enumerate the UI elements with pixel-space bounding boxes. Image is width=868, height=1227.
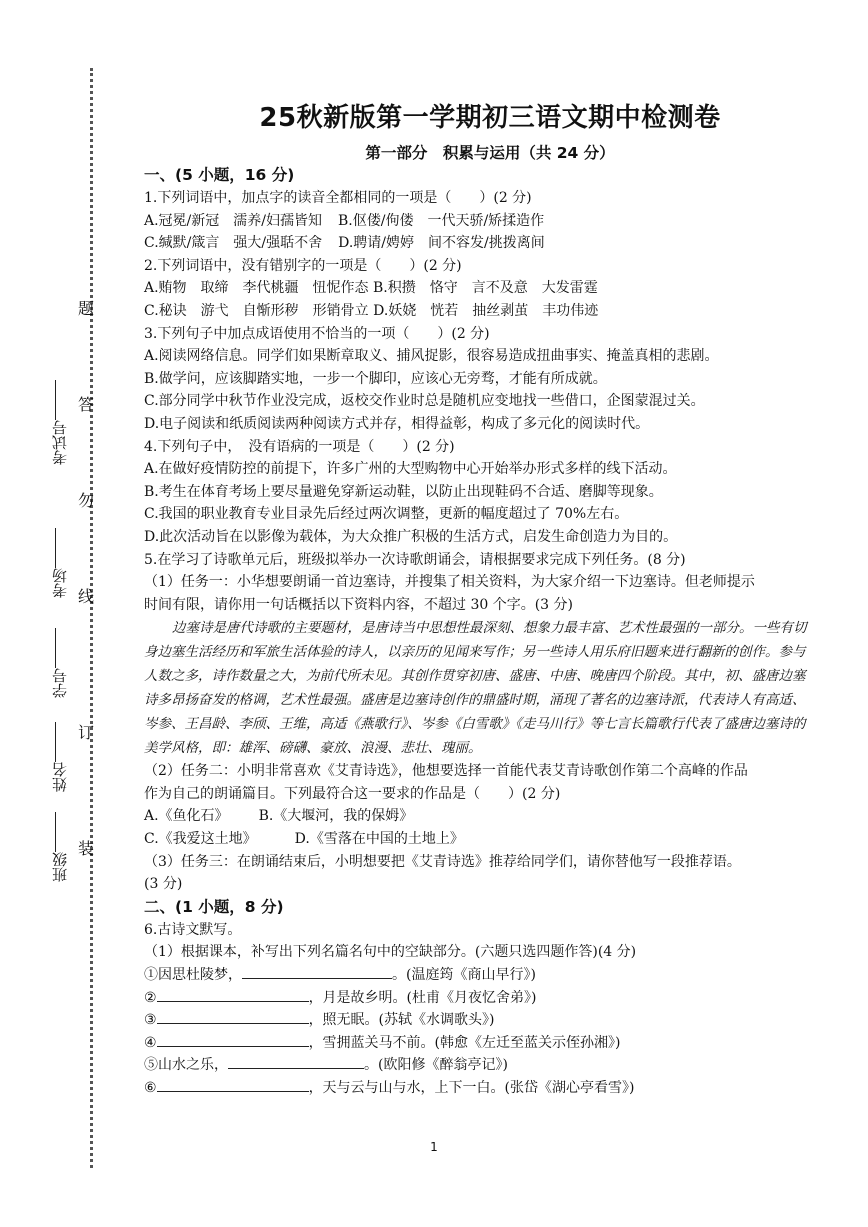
task-text: 时间有限，请你用一句话概括以下资料内容，不超过 30 个字。(3 分) <box>144 596 573 613</box>
binding-char-da: 答 <box>78 395 95 414</box>
option-c[interactable]: C.我国的职业教育专业目录先后经过两次调整，更新的幅度超过了 70%左右。 <box>144 506 629 523</box>
question-stem: 2.下列词语中，没有错别字的一项是（ ）(2 分) <box>144 257 462 274</box>
task-text: (3 分) <box>144 876 183 893</box>
option-a[interactable]: A.冠冕/新冠 濡养/妇孺皆知 <box>144 212 322 229</box>
binding-field-exam-number: 考试号 <box>52 380 68 465</box>
task-text: （2）任务二：小明非常喜欢《艾青诗选》，他想要选择一首能代表艾青诗歌创作第二个高峰的作品 <box>144 763 748 780</box>
fill-in-item: ② ，月是故乡明。(杜甫《月夜忆舍弟》) <box>144 987 816 1010</box>
option-d[interactable]: D.聘请/娉婷 间不容发/挑拨离间 <box>338 235 545 252</box>
answer-blank[interactable] <box>157 1032 309 1047</box>
question-stem: 6.古诗文默写。 <box>144 921 242 938</box>
fill-in-item: ⑥ ，天与云与山与水，上下一白。(张岱《湖心亭看雪》) <box>144 1077 816 1100</box>
binding-char-wu: 勿 <box>78 491 95 510</box>
answer-blank[interactable] <box>157 1077 309 1092</box>
option-c[interactable]: C.缄默/箴言 强大/强聒不舍 <box>144 235 323 252</box>
question-options <box>144 232 816 255</box>
question-options <box>144 805 816 828</box>
option-d[interactable]: D.电子阅读和纸质阅读两种阅读方式并存，相得益彰，构成了多元化的阅读时代。 <box>144 415 650 432</box>
option-ab[interactable]: A.贿物 取缔 李代桃疆 忸怩作态 B.积攒 恪守 言不及意 大发雷霆 <box>144 280 598 297</box>
option-a[interactable]: A.阅读网络信息。同学们如果断章取义、捕风捉影，很容易造成扭曲事实、掩盖真相的悲剧。 <box>144 348 719 365</box>
page-number: 1 <box>430 1140 438 1154</box>
binding-char-zhuang: 装 <box>78 839 95 858</box>
binding-field-class: 班级 <box>52 812 68 882</box>
binding-char-ti: 题 <box>78 299 95 318</box>
task-text: （3）任务三：在朗诵结束后，小明想要把《艾青诗选》推荐给同学们，请你替他写一段推荐语。 <box>144 853 741 870</box>
option-c[interactable]: C.部分同学中秋节作业没完成，返校交作业时总是随机应变地找一些借口，企图蒙混过关。 <box>144 393 705 410</box>
binding-char-ding: 订 <box>78 723 95 742</box>
option-b[interactable]: B.做学问，应该脚踏实地，一步一个脚印，应该心无旁骛，才能有所成就。 <box>144 370 607 387</box>
task-text: （1）任务一：小华想要朗诵一首边塞诗，并搜集了相关资料，为大家介绍一下边塞诗。但老师提示 <box>144 574 755 591</box>
binding-dotted-line <box>90 68 93 1168</box>
question-stem: 3.下列句子中加点成语使用不恰当的一项（ ）(2 分) <box>144 325 490 342</box>
question-sub-stem: （1）根据课本，补写出下列名篇名句中的空缺部分。(六题只选四题作答)(4 分) <box>144 944 637 961</box>
answer-blank[interactable] <box>242 964 392 979</box>
question-options <box>144 210 816 233</box>
question-stem: 5.在学习了诗歌单元后，班级拟举办一次诗歌朗诵会，请根据要求完成下列任务。(8 分) <box>144 551 686 568</box>
fill-in-item: ⑤山水之乐， 。(欧阳修《醉翁亭记》) <box>144 1054 816 1077</box>
fill-in-item: ③ ，照无眠。(苏轼《水调歌头》) <box>144 1009 816 1032</box>
answer-blank[interactable] <box>228 1054 364 1069</box>
option-b[interactable]: B.《大堰河，我的保姆》 <box>258 808 414 825</box>
question-stem: 4.下列句子中， 没有语病的一项是（ ）(2 分) <box>144 438 455 455</box>
section-heading: 二、(1 小题，8 分) <box>144 897 284 916</box>
option-a[interactable]: A.《鱼化石》 <box>144 808 229 825</box>
option-b[interactable]: B.考生在体育考场上要尽量避免穿新运动鞋，以防止出现鞋码不合适、磨脚等现象。 <box>144 483 663 500</box>
option-a[interactable]: A.在做好疫情防控的前提下，许多广州的大型购物中心开始举办形式多样的线下活动。 <box>144 461 677 478</box>
reading-material: 边塞诗是唐代诗歌的主要题材，是唐诗当中思想性最深刻、想象力最丰富、艺术性最强的一部分。一些有切身边塞生活经历和军旅生活体验的诗人，以亲历的见闻来写作；另一些诗人用乐府旧题来进行翻新的创作。参与人数之多，诗作数量之大，为前代所未见。其创作贯穿初唐、盛唐、中唐、晚唐四个阶段。其中，初、盛唐边塞诗多昂扬奋发的格调，艺术性最强。盛唐是边塞诗创作的鼎盛时期，涌现了著名的边塞诗派，代表诗人有高适、岑参、王昌龄、李颀、王维，高适《燕歌行》、岑参《白雪歌》《走马川行》等七言长篇歌行代表了盛唐边塞诗的美学风格，即：雄浑、磅礴、豪放、浪漫、悲壮、瑰丽。 <box>144 620 807 757</box>
answer-blank[interactable] <box>157 1009 309 1024</box>
part-subtitle: 第一部分 积累与运用（共 24 分） <box>365 144 615 162</box>
question-options <box>144 828 816 851</box>
option-d[interactable]: D.《雪落在中国的土地上》 <box>294 831 464 848</box>
option-cd[interactable]: C.秘诀 游弋 自惭形秽 形销骨立 D.妖娆 恍若 抽丝剥茧 丰功伟迹 <box>144 302 599 319</box>
option-c[interactable]: C.《我爱这土地》 <box>144 831 257 848</box>
option-b[interactable]: B.伛偻/佝偻 一代天骄/矫揉造作 <box>338 212 545 229</box>
option-d[interactable]: D.此次活动旨在以影像为载体，为大众推广积极的生活方式，启发生命创造力为目的。 <box>144 528 678 545</box>
page-title: 25秋新版第一学期初三语文期中检测卷 <box>259 103 721 133</box>
question-stem: 1.下列词语中，加点字的读音全都相同的一项是（ ）(2 分) <box>144 190 532 206</box>
exam-content <box>144 100 816 1100</box>
fill-in-item: ①因思杜陵梦， 。(温庭筠《商山早行》) <box>144 964 816 987</box>
binding-field-name: 姓名 <box>52 722 68 792</box>
binding-field-student-id: 学号 <box>52 628 68 698</box>
fill-in-item: ④ ，雪拥蓝关马不前。(韩愈《左迁至蓝关示侄孙湘》) <box>144 1032 816 1055</box>
binding-char-xian: 线 <box>78 587 95 606</box>
task-text: 作为自己的朗诵篇目。下列最符合这一要求的作品是（ ）(2 分) <box>144 785 561 802</box>
section-heading: 一、(5 小题，16 分) <box>144 166 295 184</box>
binding-field-exam-room: 考场 <box>52 528 68 598</box>
answer-blank[interactable] <box>157 987 309 1002</box>
